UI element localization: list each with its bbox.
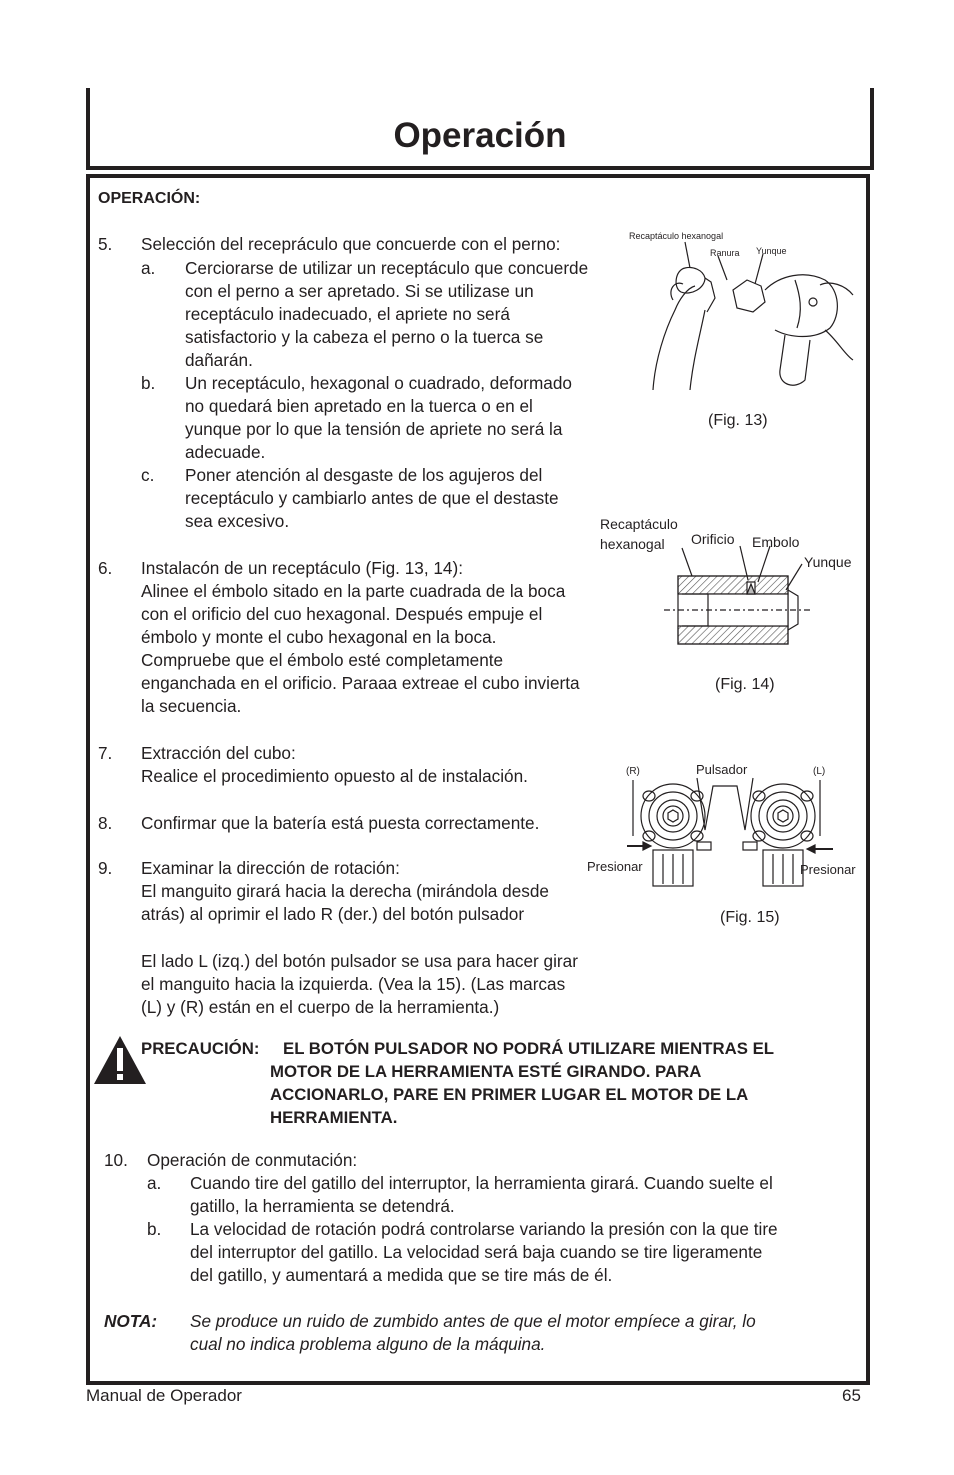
section-heading: OPERACIÓN: (98, 190, 201, 207)
step5-b-line: adecuade. (185, 442, 266, 462)
step5-a-line: Cerciorarse de utilizar un receptáculo que concuerde (185, 258, 589, 278)
caution-label: PRECAUCIÓN: (141, 1039, 260, 1058)
step-number: 9. (98, 858, 113, 878)
caution-line: ACCIONARLO, PARE EN PRIMER LUGAR EL MOTOR DE LA (270, 1085, 749, 1104)
title-box (86, 88, 874, 170)
step-number: 7. (98, 743, 113, 763)
step6-line: la secuencia. (141, 696, 242, 716)
fig14-label: hexanogal (600, 536, 665, 552)
step5-a-line: dañarán. (185, 350, 253, 370)
caution-line: HERRAMIENTA. (270, 1108, 398, 1127)
fig15-caption: (Fig. 15) (720, 909, 780, 926)
note-line: cual no indica problema alguno de la máquina. (190, 1334, 546, 1354)
step-number: 5. (98, 234, 113, 254)
socket-cross-section (662, 546, 812, 656)
step6-line: enganchada en el orificio. Paraaa extreae el cubo invierta (141, 673, 580, 693)
step-number: 10. (104, 1150, 128, 1170)
step5-c-line: receptáculo y cambiarlo antes de que el destaste (185, 488, 559, 508)
step5-a-line: con el perno a ser apretado. Si se utilizase un (185, 281, 534, 301)
step5-c-line: sea excesivo. (185, 511, 290, 531)
step5-b-line: Un receptáculo, hexagonal o cuadrado, deformado (185, 373, 572, 393)
note-line: Se produce un ruido de zumbido antes de que el motor empíece a girar, lo (190, 1311, 756, 1331)
page-title: Operación (393, 116, 567, 155)
caution-line: EL BOTÓN PULSADOR NO PODRÁ UTILIZARE MIENTRAS EL (283, 1039, 775, 1058)
marker-a: a. (141, 258, 156, 278)
step9-line: El lado L (izq.) del botón pulsador se usa para hacer girar (141, 951, 578, 971)
step5-a-line: satisfactorio y la cabeza el perno o la tuerca se (185, 327, 544, 347)
fig14-label: Yunque (804, 554, 852, 570)
step5-a-line: receptáculo inadecuado, el apriete no será (185, 304, 510, 324)
page-number: 65 (842, 1386, 861, 1405)
fig13-caption: (Fig. 13) (708, 412, 768, 429)
fig14-label: Recaptáculo (600, 516, 678, 532)
fig14-caption: (Fig. 14) (715, 676, 775, 693)
fig15-label: Pulsador (696, 762, 748, 777)
marker-a: a. (147, 1173, 162, 1193)
caution-line: MOTOR DE LA HERRAMIENTA ESTÉ GIRANDO. PARA (270, 1062, 702, 1081)
step7-line: Realice el procedimiento opuesto al de instalación. (141, 766, 528, 786)
step10-heading: Operación de conmutación: (147, 1150, 358, 1170)
step9-line: atrás) al oprimir el lado R (der.) del botón pulsador (141, 904, 525, 924)
step-number: 6. (98, 558, 113, 578)
step6-line: émbolo y monte el cubo hexagonal en la boca. (141, 627, 497, 647)
note-label: NOTA: (104, 1311, 158, 1331)
fig13-label: Yunque (756, 246, 787, 256)
step9-line: (L) y (R) están en el cuerpo de la herramienta.) (141, 997, 500, 1017)
step-number: 8. (98, 813, 113, 833)
step10-a-line: gatillo, la herramienta se detendrá. (190, 1196, 455, 1216)
marker-b: b. (141, 373, 156, 393)
step9-line: Examinar la dirección de rotación: (141, 858, 400, 878)
step10-a-line: Cuando tire del gatillo del interruptor, la herramienta girará. Cuando suelte el (190, 1173, 773, 1193)
socket-install-illustration (645, 240, 855, 395)
fig15-label: Presionar (587, 859, 643, 874)
fig15-label: Presionar (800, 862, 856, 877)
step6-line: con el orificio del cuo hexagonal. Después empuje el (141, 604, 543, 624)
step9-line: El manguito girará hacia la derecha (mirándola desde (141, 881, 549, 901)
fig15-label: (R) (626, 766, 640, 777)
step5-b-line: yunque por lo que la tensión de apriete no será la (185, 419, 563, 439)
step6-line: Compruebe que el émbolo esté completamente (141, 650, 504, 670)
rotation-switch-illustration (625, 776, 835, 888)
step6-line: Alinee el émbolo sitado en la parte cuadrada de la boca (141, 581, 566, 601)
step10-b-line: del interruptor del gatillo. La velocidad será baja cuando se tire ligeramente (190, 1242, 763, 1262)
marker-c: c. (141, 465, 155, 485)
step6-line: Instalacón de un receptáculo (Fig. 13, 14): (141, 558, 463, 578)
fig13-label: Recaptáculo hexanogal (629, 231, 724, 241)
fig13-label: Ranura (710, 248, 740, 258)
step10-b-line: La velocidad de rotación podrá controlarse variando la presión con la que tire (190, 1219, 778, 1239)
footer-manual-title: Manual de Operador (86, 1386, 242, 1405)
step7-line: Extracción del cubo: (141, 743, 296, 763)
warning-icon (92, 1034, 148, 1086)
step5-heading: Selección del recepráculo que concuerde con el perno: (141, 234, 561, 254)
step10-b-line: del gatillo, y aumentará a medida que se tire más de él. (190, 1265, 613, 1285)
step8-text: Confirmar que la batería está puesta correctamente. (141, 813, 540, 833)
fig14-label: Embolo (752, 534, 800, 550)
step9-line: el manguito hacia la izquierda. (Vea la 15). (Las marcas (141, 974, 566, 994)
fig14-label: Orificio (691, 531, 735, 547)
step5-c-line: Poner atención al desgaste de los agujeros del (185, 465, 543, 485)
step5-b-line: no quedará bien apretado en la tuerca o en el (185, 396, 533, 416)
marker-b: b. (147, 1219, 162, 1239)
fig15-label: (L) (813, 766, 826, 777)
